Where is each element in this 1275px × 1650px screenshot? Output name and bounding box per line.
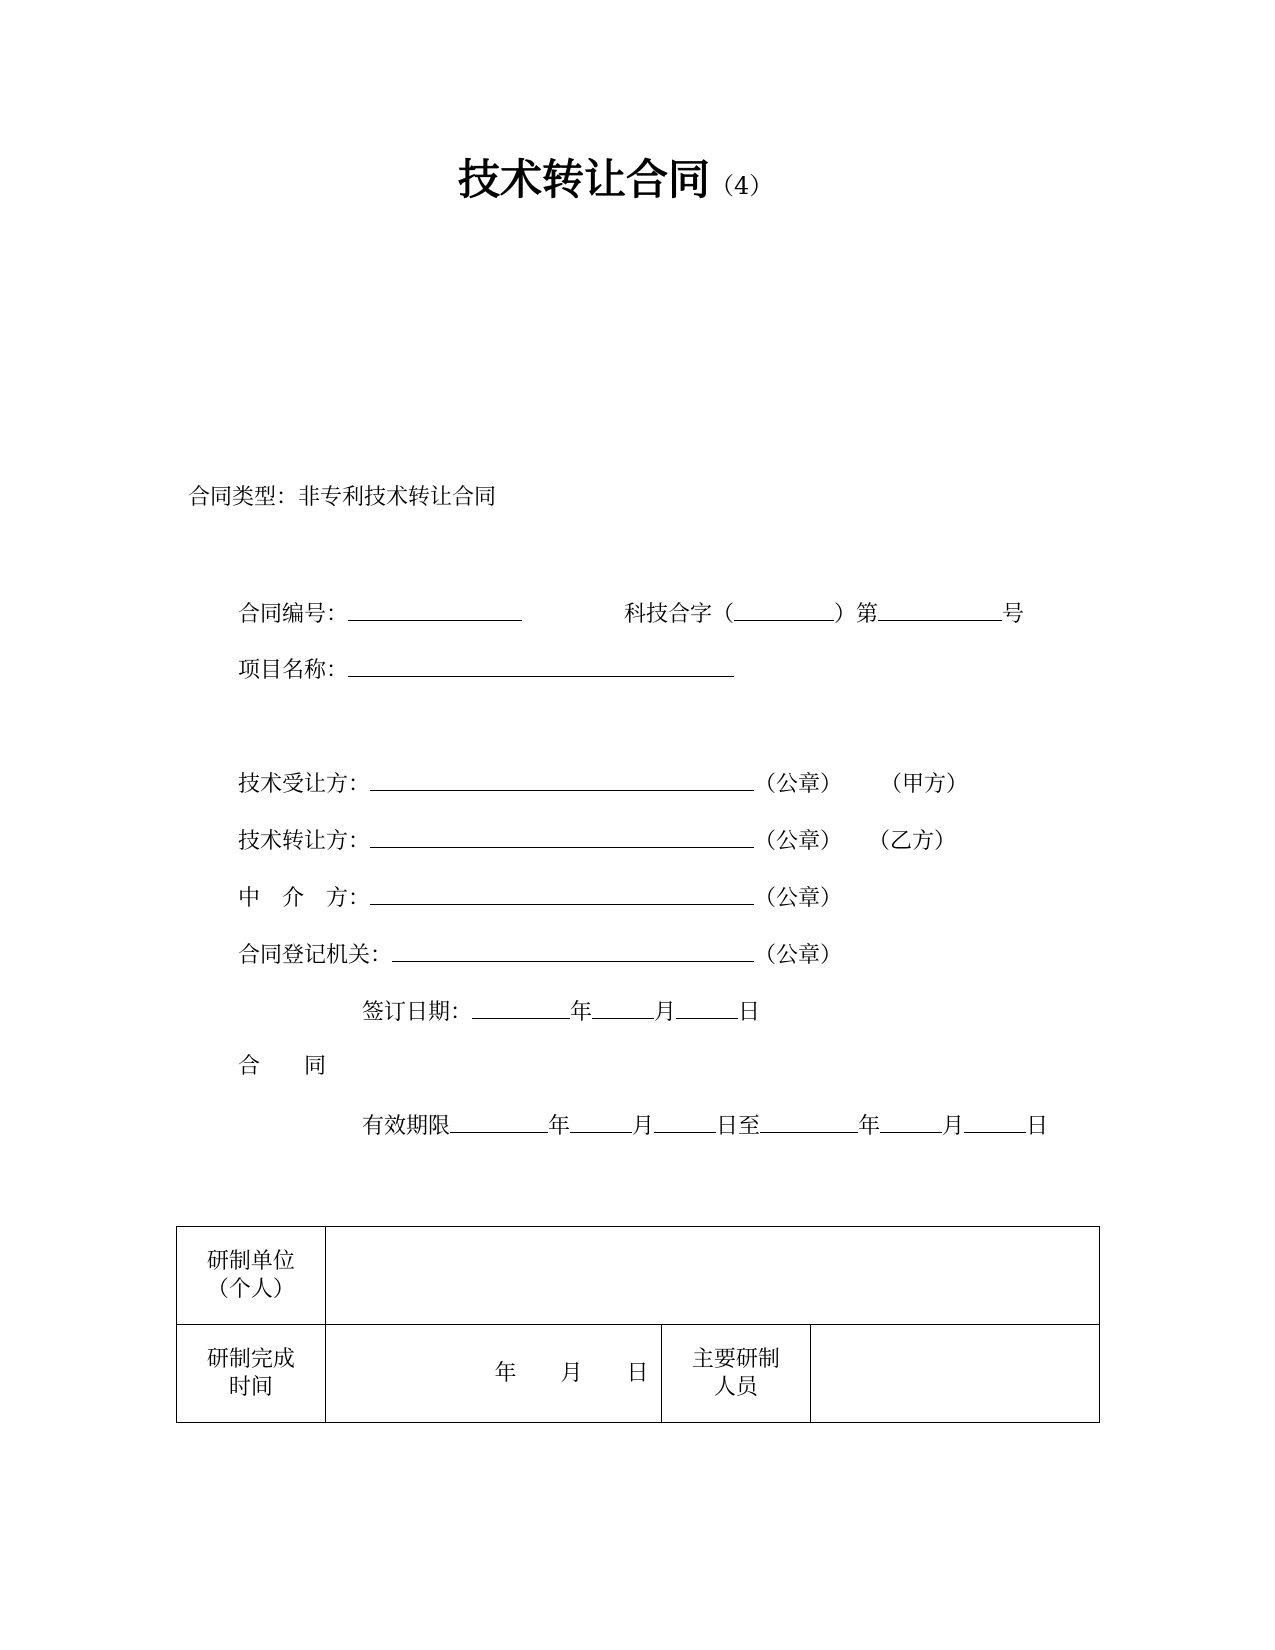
table-row xyxy=(177,1325,1100,1423)
party-b-label: （乙方） xyxy=(868,829,957,854)
validity-start-day-unit: 日至 xyxy=(716,1114,761,1139)
dev-unit-label-cell xyxy=(177,1227,326,1325)
sign-month-field[interactable] xyxy=(592,996,654,1019)
registry-label: 合同登记机关： xyxy=(238,943,393,968)
tech-number-prefix: 科技合字（ xyxy=(624,602,735,627)
validity-start-month-field[interactable] xyxy=(570,1110,632,1133)
dev-staff-value-cell[interactable] xyxy=(811,1325,1100,1423)
tech-number-year-field[interactable] xyxy=(734,598,834,621)
dev-time-value-cell[interactable]: 年 月 日 xyxy=(325,1325,661,1423)
assignor-field[interactable] xyxy=(370,825,754,848)
dev-unit-value-cell[interactable] xyxy=(325,1227,1099,1325)
development-info-table xyxy=(176,1226,1100,1423)
contract-type: 合同类型：非专利技术转让合同 xyxy=(188,485,497,510)
agent-label: 中 介 方： xyxy=(238,886,371,911)
validity-start-year-field[interactable] xyxy=(450,1110,548,1133)
project-name-field[interactable] xyxy=(348,654,734,677)
document-title xyxy=(458,154,773,212)
sign-year-field[interactable] xyxy=(472,996,570,1019)
sign-date-row xyxy=(362,996,760,1027)
tech-number-mid: ）第 xyxy=(834,602,879,627)
tech-number-suffix: 号 xyxy=(1002,602,1025,627)
validity-label: 有效期限 xyxy=(362,1114,451,1139)
assignee-seal: （公章） xyxy=(754,772,843,797)
validity-end-month-unit: 月 xyxy=(942,1114,965,1139)
title-suffix: （4） xyxy=(710,172,774,200)
agent-row xyxy=(238,882,842,913)
contract-number-field[interactable] xyxy=(348,598,522,621)
table-row xyxy=(177,1227,1100,1325)
registry-row xyxy=(238,939,842,970)
validity-end-month-field[interactable] xyxy=(880,1110,942,1133)
registry-field[interactable] xyxy=(392,939,754,962)
title-text: 技术转让合同 xyxy=(458,155,711,204)
agent-seal: （公章） xyxy=(754,886,843,911)
sign-date-label: 签订日期： xyxy=(362,1000,473,1025)
dev-staff-label-line1: 主要研制 xyxy=(691,1346,780,1372)
validity-start-year-unit: 年 xyxy=(548,1114,571,1139)
contract-heading: 合 同 xyxy=(238,1054,327,1079)
validity-row xyxy=(362,1110,1048,1141)
validity-end-day-field[interactable] xyxy=(964,1110,1026,1133)
sign-day-field[interactable] xyxy=(676,996,738,1019)
validity-end-day-unit: 日 xyxy=(1026,1114,1049,1139)
dev-staff-label-line2: 人员 xyxy=(713,1374,758,1400)
assignor-label: 技术转让方： xyxy=(238,829,371,854)
dev-time-label-line2: 时间 xyxy=(228,1374,273,1400)
assignee-field[interactable] xyxy=(370,768,754,791)
assignor-seal: （公章） xyxy=(754,829,843,854)
tech-number-seq-field[interactable] xyxy=(878,598,1002,621)
validity-end-year-field[interactable] xyxy=(760,1110,858,1133)
contract-number-row xyxy=(238,598,522,629)
project-name-label: 项目名称： xyxy=(238,658,349,683)
validity-end-year-unit: 年 xyxy=(858,1114,881,1139)
assignee-row xyxy=(238,768,968,799)
party-a-label: （甲方） xyxy=(880,772,969,797)
dev-staff-label-cell xyxy=(661,1325,811,1423)
dev-unit-label-line2: （个人） xyxy=(206,1276,295,1302)
project-name-row xyxy=(238,654,734,685)
registry-seal: （公章） xyxy=(754,943,843,968)
sign-month-unit: 月 xyxy=(654,1000,677,1025)
dev-unit-label-line1: 研制单位 xyxy=(206,1248,295,1274)
assignee-label: 技术受让方： xyxy=(238,772,371,797)
sign-year-unit: 年 xyxy=(570,1000,593,1025)
agent-field[interactable] xyxy=(370,882,754,905)
tech-number-row xyxy=(624,598,1024,629)
validity-start-month-unit: 月 xyxy=(632,1114,655,1139)
dev-time-label-line1: 研制完成 xyxy=(206,1346,295,1372)
dev-time-label-cell xyxy=(177,1325,326,1423)
sign-day-unit: 日 xyxy=(738,1000,761,1025)
assignor-row xyxy=(238,825,956,856)
validity-start-day-field[interactable] xyxy=(654,1110,716,1133)
contract-number-label: 合同编号： xyxy=(238,602,349,627)
